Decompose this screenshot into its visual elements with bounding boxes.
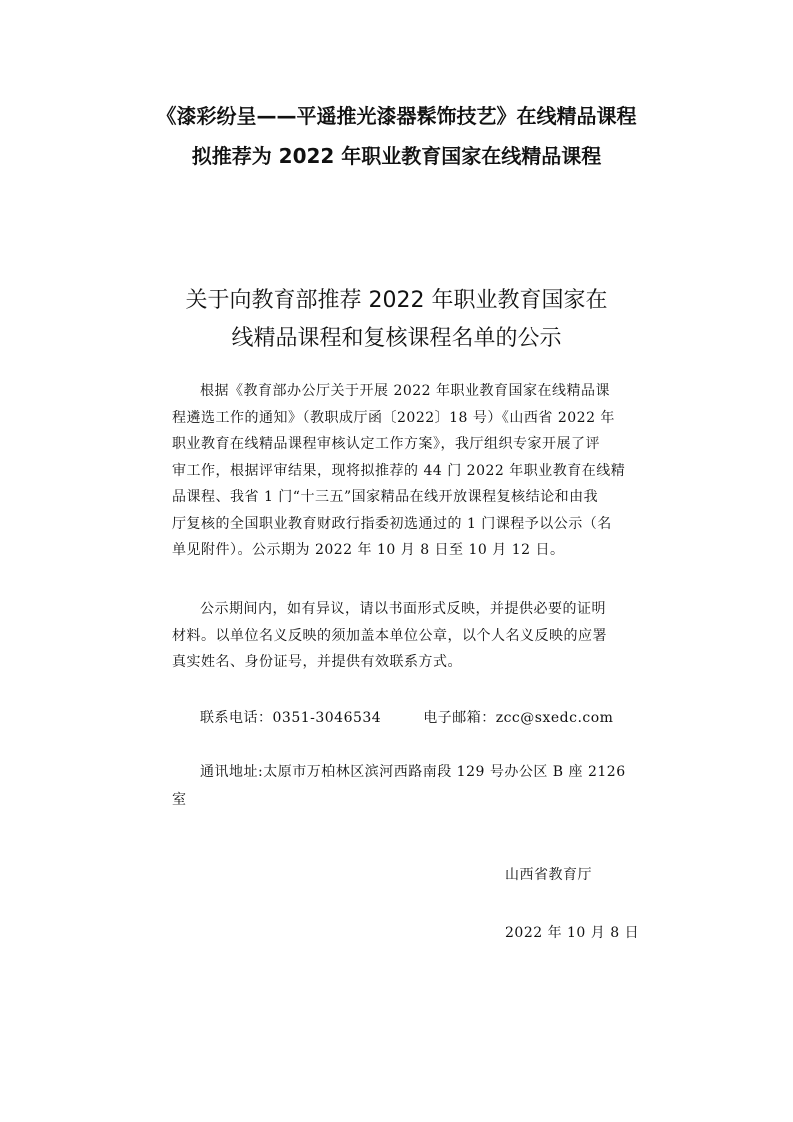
signature-date: 2022 年 10 月 8 日 [505,925,640,941]
paragraph-line: 品课程、我省 1 门“十三五”国家精品在线开放课程复核结论和由我 [172,489,599,505]
paragraph-line: 审工作，根据评审结果，现将拟推荐的 44 门 2022 年职业教育在线精 [172,462,626,479]
paragraph-line: 程遴选工作的通知》（教职成厅函〔2022〕18 号）《山西省 2022 年 [172,409,615,426]
paragraph-line: 材料。以单位名义反映的须加盖本单位公章，以个人名义反映的应署 [172,627,607,644]
paragraph-line: 真实姓名、身份证号，并提供有效联系方式。 [172,654,462,670]
paragraph-line: 厅复核的全国职业教育财政行指委初选通过的 1 门课程予以公示（名 [172,515,612,532]
paragraph-line: 根据《教育部办公厅关于开展 2022 年职业教育国家在线精品课 [200,383,611,399]
notice-paragraph-2 [172,596,627,676]
course-heading-line-2: 拟推荐为 2022 年职业教育国家在线精品课程 [191,144,602,168]
paragraph-line: 职业教育在线精品课程审核认定工作方案》，我厅组织专家开展了评 [172,436,600,452]
signature-organization: 山西省教育厅 [505,867,592,883]
notice-title-line-2: 线精品课程和复核课程名单的公示 [231,326,562,351]
paragraph-line: 单见附件）。公示期为 2022 年 10 月 8 日至 10 月 12 日。 [172,542,565,558]
contact-info [200,705,613,731]
course-heading [0,96,793,176]
phone-label: 联系电话： [200,710,273,726]
email-address: zcc@sxedc.com [495,710,614,726]
mailing-address [172,758,632,814]
notice-title [0,282,793,358]
notice-paragraph-1 [172,378,627,564]
address-text: 通讯地址:太原市万柏林区滨河西路南段 129 号办公区 B 座 2126 室 [172,764,626,808]
notice-title-line-1: 关于向教育部推荐 2022 年职业教育国家在 [185,288,608,313]
paragraph-line: 公示期间内，如有异议，请以书面形式反映，并提供必要的证明 [200,601,606,617]
phone-number: 0351-3046534 [272,710,382,726]
email-label: 电子邮箱： [423,710,496,726]
course-heading-line-1: 《漆彩纷呈——平遥推光漆器髹饰技艺》在线精品课程 [156,104,637,128]
